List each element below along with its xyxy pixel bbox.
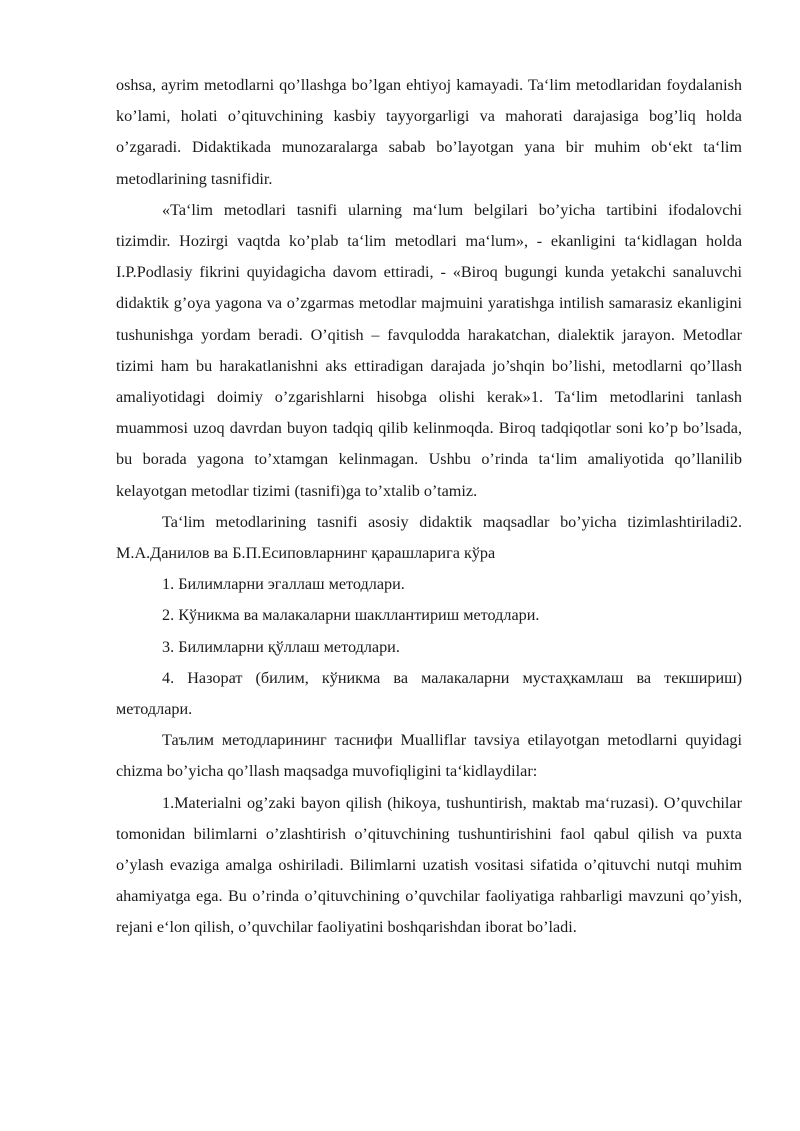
list-item-methods-2: 2. Кўникма ва малакаларни шакллантириш методлари. xyxy=(162,606,540,625)
paragraph-classification-intro: Ta‘lim metodlarining tasnifi asosiy didaktik maqsadlar bo’yicha tizimlashtiriladi2. М.А.Данилов ва Б.П.Есиповларнинг қарашларига кўра xyxy=(116,512,742,563)
paragraph-podlasiy-quote: «Ta‘lim metodlari tasnifi ularning ma‘lum belgilari bo’yicha tartibini ifodalovchi tizimdir. Hozirgi vaqtda ko’plab ta‘lim metodlari ma‘lum», - ekanligini ta‘kidlagan holda I.P.Podlasiy fikrini quyidagicha davom ettiradi, - «Biroq bugungi kunda yetakchi sanaluvchi didaktik g’oya yagona va o’zgarmas metodlar majmuini yaratishga intilish samarasiz ekanligini tushunishga yordam beradi. O’qitish – favqulodda harakatchan, dialektik jarayon. Metodlar tizimi ham bu harakatlanishni aks ettiradigan darajada jo’shqin bo’lishi, metodlarni qo’llash amaliyotidagi doimiy o’zgarishlarni hisobga olishi kerak»1. Ta‘lim metodlarini tanlash muammosi uzoq davrdan buyon tadqiq qilib kelinmoqda. Biroq tadqiqotlar soni ko’p bo’lsada, bu borada yagona to’xtamgan kelinmagan. Ushbu o’rinda ta‘lim amaliyotida qo’llanilib kelayotgan metodlar tizimi (tasnifi)ga to’xtalib o’tamiz. xyxy=(116,200,742,500)
document-page xyxy=(116,70,742,944)
paragraph-continuation: oshsa, ayrim metodlarni qo’llashga bo’lgan ehtiyoj kamayadi. Ta‘lim metodlaridan foydalanish ko’lami, holati o’qituvchining kasbiy tayyorgarligi va mahorati darajasiga bog’liq holda o’zgaradi. Didaktikada munozaralarga sabab bo’layotgan yana bir muhim ob‘ekt ta‘lim metodlarining tasnifidir. xyxy=(116,76,742,188)
list-item-methods-1: 1. Билимларни эгаллаш методлари. xyxy=(162,575,405,594)
list-item-methods-4: 4. Назорат (билим, кўникма ва малакаларни мустаҳкамлаш ва текшириш) методлари. xyxy=(116,668,742,719)
list-item-methods-3: 3. Билимларни қўллаш методлари. xyxy=(162,637,400,656)
paragraph-oral-presentation: 1.Materialni og’zaki bayon qilish (hikoya, tushuntirish, maktab ma‘ruzasi). O’quvchilar tomonidan bilimlarni o’zlashtirish o’qituvchining tushuntirishini faol qabul qilish va puxta o’ylash evaziga amalga oshiriladi. Bilimlarni uzatish vositasi sifatida o’qituvchi nutqi muhim ahamiyatga ega. Bu o’rinda o’qituvchining o’quvchilar faoliyatiga rahbarligi mavzuni qo’yish, rejani e‘lon qilish, o’quvchilar faoliyatini boshqarishdan iborat bo’ladi. xyxy=(116,793,742,937)
paragraph-authors-recommendation: Таълим методларининг таснифи Mualliflar tavsiya etilayotgan metodlarni quyidagi chizma bo’yicha qo’llash maqsadga muvofiqligini ta‘kidlaydilar: xyxy=(116,731,742,781)
